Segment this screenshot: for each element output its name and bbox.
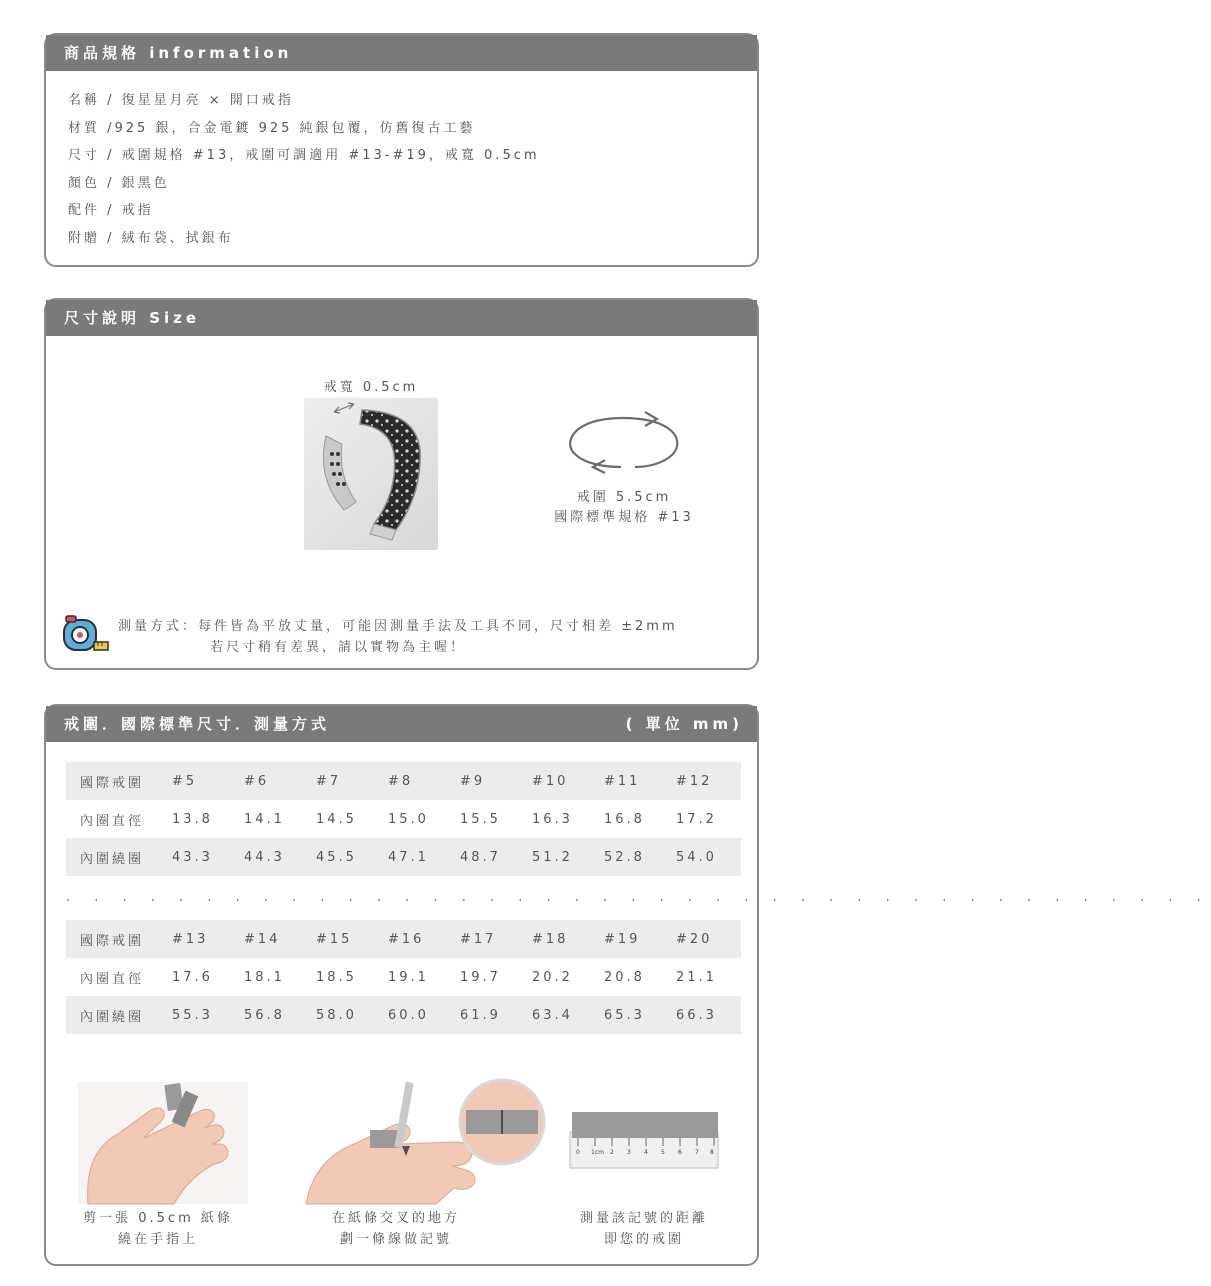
table-row	[66, 958, 741, 996]
note-label: 測量方式：	[118, 619, 199, 634]
spec-line-size: 尺寸 / 戒圍規格 #13，戒圍可調適用 #13-#19，戒寬 0.5cm	[68, 148, 540, 164]
step-1-line-1: 剪一張 0.5cm 紙條	[83, 1211, 233, 1226]
ruler-label: 1cm	[591, 1149, 604, 1156]
step-1-line-2: 繞在手指上	[117, 1232, 198, 1247]
table-row	[66, 996, 741, 1034]
dotted-divider: . . . . . . . . . . . . . . . . . . . . . . . . . . . . . . . . . . . . . . . . .	[66, 890, 1211, 905]
table-cell: 60.0	[388, 1007, 429, 1023]
table-cell: #17	[460, 931, 497, 947]
row-label: 內圍繞圈	[80, 1009, 145, 1025]
spec-line-material: 材質 /925 銀，合金電鍍 925 純銀包覆，仿舊復古工藝	[68, 120, 476, 136]
table-cell: 15.5	[460, 811, 501, 827]
table-cell: 14.1	[244, 811, 285, 827]
ring-illustration	[304, 398, 438, 550]
ruler-label: 4	[644, 1149, 648, 1156]
table-row	[66, 920, 741, 958]
measure-note	[118, 616, 678, 658]
table-cell: #18	[532, 931, 569, 947]
table-cell: 20.2	[532, 969, 573, 985]
ruler-label: 7	[695, 1149, 699, 1156]
step-1-caption	[58, 1208, 258, 1250]
table-cell: 51.2	[532, 849, 573, 865]
step-2-line-2: 劃一條線做記號	[339, 1232, 452, 1247]
table-cell: 54.0	[676, 849, 717, 865]
table-cell: 63.4	[532, 1007, 573, 1023]
tape-measure-icon	[62, 614, 112, 654]
step-1-hand-photo	[78, 1082, 248, 1204]
table-cell: 61.9	[460, 1007, 501, 1023]
table-title-text: 戒圍．國際標準尺寸．測量方式	[64, 715, 331, 733]
table-cell: #11	[604, 773, 641, 789]
table-cell: 20.8	[604, 969, 645, 985]
ruler-label: 5	[661, 1149, 665, 1156]
spec-line-accessory: 配件 / 戒指	[68, 203, 154, 219]
table-cell: 16.8	[604, 811, 645, 827]
spec-line-name: 名稱 / 復星星月亮 × 開口戒指	[68, 93, 294, 108]
table-cell: 47.1	[388, 849, 429, 865]
ring-circumference-caption: 戒圍 5.5cm	[576, 490, 672, 505]
table-cell: #9	[460, 773, 486, 789]
table-cell: 16.3	[532, 811, 573, 827]
table-cell: #5	[172, 773, 198, 789]
size-table-card	[44, 704, 1211, 1266]
note-line-2: 若尺寸稍有差異，請以實物為主喔！	[210, 640, 467, 655]
step-3-ruler-photo	[564, 1082, 724, 1204]
size-title: 尺寸說明 Size	[46, 300, 757, 336]
table-cell: #19	[604, 931, 641, 947]
table-cell: #6	[244, 773, 270, 789]
ring-photo	[304, 398, 438, 550]
table-cell: 13.8	[172, 811, 213, 827]
ruler-label: 8	[710, 1149, 714, 1156]
table-cell: 52.8	[604, 849, 645, 865]
table-cell: 17.2	[676, 811, 717, 827]
ring-width-caption: 戒寬 0.5cm	[323, 380, 419, 395]
step-2-caption	[306, 1208, 486, 1250]
table-cell: #8	[388, 773, 414, 789]
ruler-label: 6	[678, 1149, 682, 1156]
table-cell: 18.1	[244, 969, 285, 985]
row-label: 內圈直徑	[80, 971, 145, 987]
table-cell: #12	[676, 773, 713, 789]
row-label: 內圍繞圈	[80, 851, 145, 867]
row-label: 國際戒圍	[80, 775, 145, 791]
table-cell: 43.3	[172, 849, 213, 865]
note-line-1: 每件皆為平放丈量，可能因測量手法及工具不同，尺寸相差 ±2mm	[198, 619, 678, 634]
table-cell: 45.5	[316, 849, 357, 865]
table-cell: 58.0	[316, 1007, 357, 1023]
table-cell: 66.3	[676, 1007, 717, 1023]
table-cell: 14.5	[316, 811, 357, 827]
table-cell: #20	[676, 931, 713, 947]
circumference-arrow-icon	[561, 410, 685, 476]
step-2-line-1: 在紙條交叉的地方	[331, 1211, 460, 1226]
table-cell: #13	[172, 931, 209, 947]
table-row	[66, 762, 741, 800]
step-2-mark-photo	[306, 1082, 548, 1204]
step-3-line-1: 測量該記號的距離	[579, 1211, 708, 1226]
spec-list	[46, 71, 757, 253]
spec-line-gift: 附贈 / 絨布袋、拭銀布	[68, 230, 234, 246]
table-row	[66, 800, 741, 838]
ruler-label: 3	[627, 1149, 631, 1156]
spec-line-color: 顏色 / 銀黑色	[68, 175, 170, 191]
table-cell: 18.5	[316, 969, 357, 985]
row-label: 內圈直徑	[80, 813, 145, 829]
table-cell: 19.1	[388, 969, 429, 985]
row-label: 國際戒圍	[80, 933, 145, 949]
table-cell: 44.3	[244, 849, 285, 865]
size-card	[44, 298, 759, 670]
table-cell: 21.1	[676, 969, 717, 985]
size-table-group-1	[66, 762, 741, 876]
ruler-label: 2	[610, 1149, 614, 1156]
table-cell: #15	[316, 931, 353, 947]
step-3-caption	[554, 1208, 734, 1250]
table-cell: #14	[244, 931, 281, 947]
spec-title: 商品規格 information	[46, 35, 757, 71]
table-cell: 19.7	[460, 969, 501, 985]
ruler-label: 0	[576, 1149, 580, 1156]
table-cell: 48.7	[460, 849, 501, 865]
table-cell: #16	[388, 931, 425, 947]
table-cell: 17.6	[172, 969, 213, 985]
table-cell: #7	[316, 773, 342, 789]
table-cell: #10	[532, 773, 569, 789]
table-unit: ( 單位 mm)	[625, 715, 743, 733]
table-cell: 65.3	[604, 1007, 645, 1023]
table-cell: 56.8	[244, 1007, 285, 1023]
table-row	[66, 838, 741, 876]
table-cell: 55.3	[172, 1007, 213, 1023]
step-3-line-2: 即您的戒圍	[603, 1232, 684, 1247]
table-title	[46, 706, 757, 742]
ring-standard-caption: 國際標準規格 #13	[554, 510, 694, 525]
size-table-group-2	[66, 920, 741, 1034]
spec-card	[44, 33, 759, 267]
table-cell: 15.0	[388, 811, 429, 827]
